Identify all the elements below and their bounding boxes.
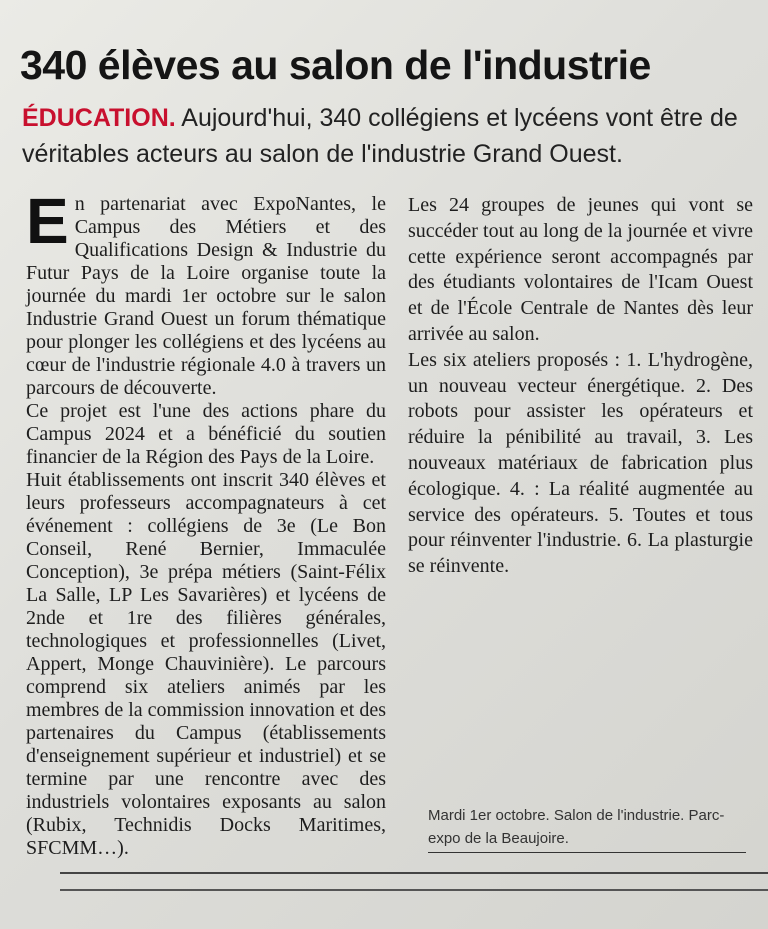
event-info-caption: Mardi 1er octobre. Salon de l'industrie. Parc-expo de la Beaujoire. [428, 804, 746, 853]
paragraph-1 [26, 185, 386, 400]
lead-text: Aujourd'hui, 340 collégiens et lycéens vont être de véritables acteurs au salon de l'industrie Grand Ouest. [22, 104, 738, 168]
page-divider-lower [60, 889, 768, 891]
article-body-left-column [26, 185, 386, 860]
page-divider [60, 872, 768, 874]
paragraph-1-text: n partenariat avec ExpoNantes, le Campus des Métiers et des Qualifications Design & Industrie du Futur Pays de la Loire organise toute la journée du mardi 1er octobre sur le salon Industrie Grand Ouest un forum thématique pour plonger les collégiens et des lycéens au cœur de l'industrie régionale 4.0 à travers un parcours de découverte. [26, 193, 386, 399]
drop-cap: E [26, 185, 69, 257]
article-body-right-column [408, 193, 753, 580]
section-kicker: ÉDUCATION. [22, 104, 176, 132]
article-lead [22, 100, 752, 172]
paragraph-5: Les six ateliers proposés : 1. L'hydrogène, un nouveau vecteur énergétique. 2. Des robots pour assister les opérateurs et réduire la pénibilité au travail, 3. Les nouveaux matériaux de fabrication plus écologique. 4. : La réalité augmentée au service des opérateurs. 5. Toutes et tous pour réinventer l'industrie. 6. La plasturgie se réinvente. [408, 348, 753, 578]
paragraph-2: Ce projet est l'une des actions phare du Campus 2024 et a bénéficié du soutien financier de la Région des Pays de la Loire. [26, 400, 386, 468]
paragraph-4: Les 24 groupes de jeunes qui vont se succéder tout au long de la journée et vivre cette expérience seront accompagnés par des étudiants volontaires de l'Icam Ouest et de l'École Centrale de Nantes dès leur arrivée au salon. [408, 194, 753, 345]
paragraph-3: Huit établissements ont inscrit 340 élèves et leurs professeurs accompagnateurs à cet événement : collégiens de 3e (Le Bon Conseil, René Bernier, Immaculée Conception), 3e prépa métiers (Saint-Félix La Salle, LP Les Savarières) et lycéens de 2nde et 1re des filières générales, technologiques et professionnelles (Livet, Appert, Monge Chauvinière). Le parcours comprend six ateliers animés par les membres de la commission innovation et des partenaires du Campus (établissements d'enseignement supérieur et industriel) et se termine par une rencontre avec des industriels volontaires exposants au salon (Rubix, Technidis Docks Maritimes, SFCMM…). [26, 469, 386, 859]
article-headline: 340 élèves au salon de l'industrie [20, 42, 651, 88]
